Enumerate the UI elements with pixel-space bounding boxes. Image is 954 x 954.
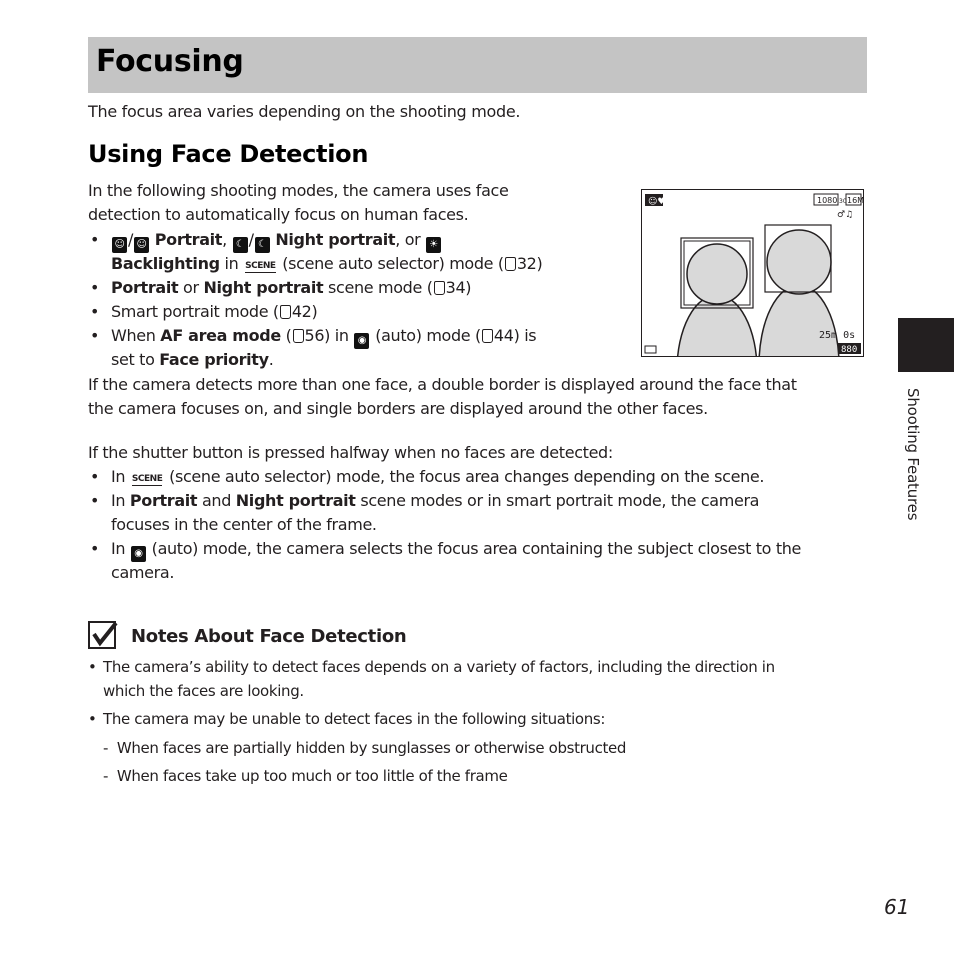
book-reference-icon [293,329,304,343]
night-portrait-icon: ☾ [255,237,270,253]
page-number: 61 [884,895,910,919]
list-item: In ◉ (auto) mode, the camera selects the focus area containing the subject closest to the [111,537,801,562]
paragraph-line: If the shutter button is pressed halfway when no faces are detected: [88,443,613,462]
book-reference-icon [482,329,493,343]
frame-rate: 30 [839,198,847,205]
book-reference-icon [280,305,291,319]
list-item-cont: set to Face priority. [111,350,274,369]
bullet: • [90,230,100,249]
portrait-icon: ☺ [112,237,127,253]
bullet: • [90,302,100,321]
bullet: • [90,491,100,510]
checkmark-note-icon [88,621,118,649]
night-portrait-label: Night portrait [275,230,396,249]
portrait-label: Portrait [154,230,223,249]
note-line: The camera may be unable to detect faces in the following situations: [103,710,606,728]
portrait-icon: ☺ [134,237,149,253]
bullet: • [90,278,100,297]
intro-text: The focus area varies depending on the shooting mode. [88,102,521,121]
list-item: In SCENE (scene auto selector) mode, the focus area changes depending on the scene. [111,467,765,486]
notes-title: Notes About Face Detection [131,626,407,647]
chapter-tab [898,318,954,372]
recording-time: 25m 0s [819,330,856,341]
note-line: which the faces are looking. [103,682,304,700]
section-title: Using Face Detection [88,140,369,168]
dash-item: - When faces are partially hidden by sunglasses or otherwise obstructed [103,739,627,757]
battery-icon [645,346,656,353]
lead-line-1: In the following shooting modes, the camera uses face [88,181,509,200]
book-reference-icon [434,281,445,295]
title-bar [88,37,867,93]
list-item: Portrait or Night portrait scene mode ( 34) [111,278,472,297]
list-item-cont: Backlighting in SCENE (scene auto selector) mode ( 32) [111,254,543,273]
movie-size: 1080 [817,196,838,205]
night-portrait-icon: ☾ [233,237,248,253]
list-item: ☺ / ☺ Portrait, ☾ / ☾ Night portrait, or ☀ [111,228,442,253]
camera-icon: ◉ [131,546,146,562]
shots-remaining: 880 [841,345,858,355]
page-title: Focusing [96,44,244,79]
paragraph-line: If the camera detects more than one face, a double border is displayed around the face that [88,375,797,394]
bullet: • [88,710,97,728]
camera-screen-illustration [641,189,864,357]
list-item: In Portrait and Night portrait scene modes or in smart portrait mode, the camera [111,491,760,510]
vr-icon: ♂♫ [837,210,854,220]
lead-line-2: detection to automatically focus on human faces. [88,205,469,224]
list-item-cont: focuses in the center of the frame. [111,515,377,534]
image-size: 16M [847,196,863,205]
svg-text:☺♥: ☺♥ [648,197,666,207]
list-item: When AF area mode ( 56) in ◉ (auto) mode ( 44) is [111,324,536,349]
backlighting-label: Backlighting [111,254,220,273]
bullet: • [90,539,100,558]
face-detection-figure [642,190,863,356]
bullet: • [88,658,97,676]
scene-auto-selector-icon: SCENE [131,474,163,484]
scene-auto-selector-icon: SCENE [245,261,276,271]
note-line: The camera’s ability to detect faces depends on a variety of factors, including the direction in [103,658,775,676]
list-item-cont: camera. [111,563,175,582]
paragraph-line: the camera focuses on, and single borders are displayed around the other faces. [88,399,708,418]
camera-icon: ◉ [354,333,369,349]
bullet: • [90,467,100,486]
book-reference-icon [505,257,516,271]
dash-item: - When faces take up too much or too little of the frame [103,767,508,785]
chapter-label: Shooting Features [904,388,922,521]
bullet: • [90,326,100,345]
list-item: Smart portrait mode ( 42) [111,302,318,321]
backlighting-icon: ☀ [426,237,441,253]
